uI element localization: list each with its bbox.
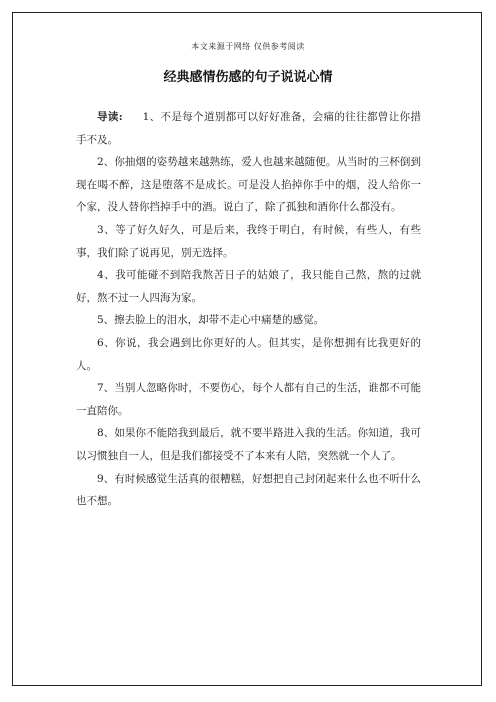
page-title: 经典感情伤感的句子说说心情 bbox=[163, 70, 333, 85]
paragraph-1 bbox=[76, 106, 421, 151]
paragraph-6: 6、你说，我会遇到比你更好的人。但其实，是你想拥有比我更好的人。 bbox=[76, 336, 421, 372]
source-note: 本文来源于网络 仅供参考阅读 bbox=[191, 42, 305, 51]
paragraph-8: 8、如果你不能陪我到最后，就不要半路进入我的生活。你知道，我可以习惯独自一人，但是我们都接受不了本来有人陪，突然就一个人了。 bbox=[76, 427, 421, 462]
lead-label: 导读: bbox=[97, 111, 123, 123]
article-body bbox=[76, 106, 421, 513]
paragraph-1-text: 1、不是每个道别都可以好好准备，会痛的往往都曾让你措手不及。 bbox=[76, 111, 421, 146]
paragraph-9: 9、有时候感觉生活真的很糟糕，好想把自己封闭起来什么也不听什么也不想。 bbox=[76, 472, 421, 508]
paragraph-5: 5、擦去脸上的泪水，却带不走心中痛楚的感觉。 bbox=[97, 314, 325, 327]
paragraph-3: 3、等了好久好久，可是后来，我终于明白，有时候，有些人，有些事，我们除了说再见，别无选择。 bbox=[76, 223, 421, 259]
paragraph-7: 7、当别人忽略你时，不要伤心，每个人都有自己的生活，谁都不可能一直陪你。 bbox=[76, 382, 421, 417]
paragraph-4: 4、我可能碰不到陪我熬苦日子的姑娘了，我只能自己熬，熬的过就好，熬不过一人四海为家。 bbox=[76, 269, 421, 304]
paragraph-2: 2、你抽烟的姿势越来越熟练，爱人也越来越随便。从当时的三杯倒到现在喝不醉，这是堕落不是成长。可是没人掐掉你手中的烟，没人给你一个家，没人替你挡掉手中的酒。说白了，除了孤独和酒你什么都没有。 bbox=[76, 156, 421, 214]
